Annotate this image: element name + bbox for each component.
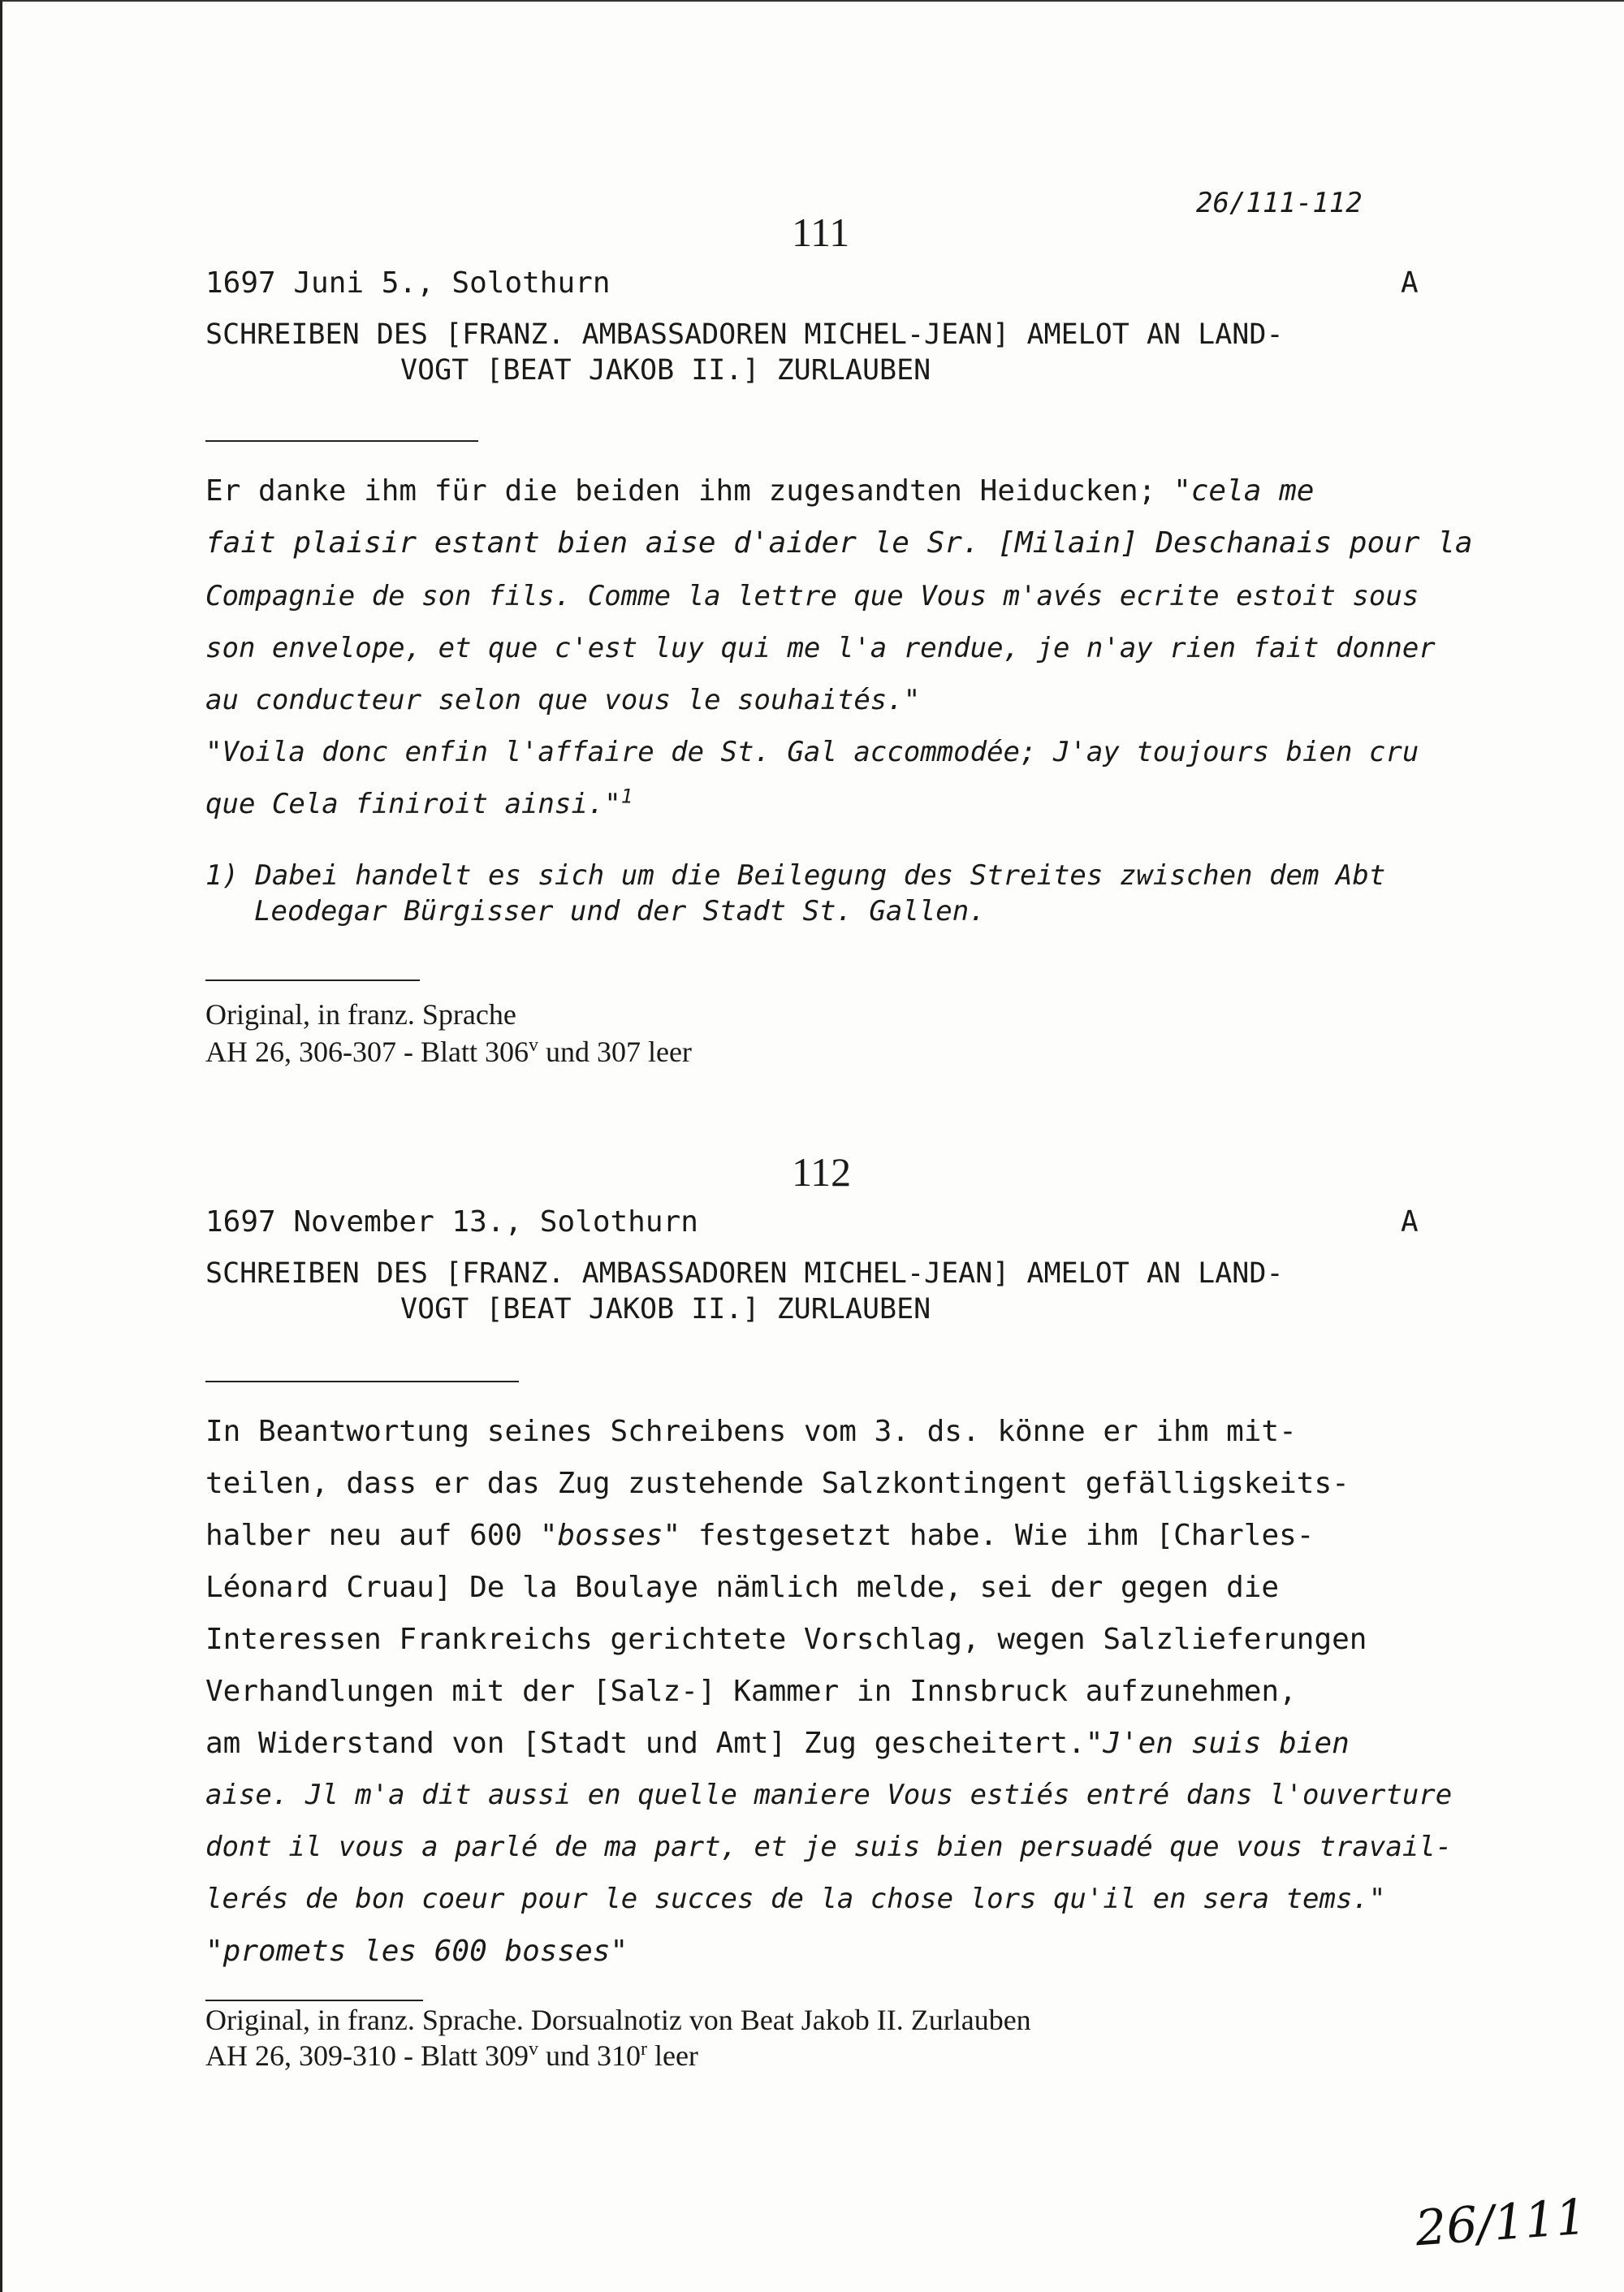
doc112-body-line: Léonard Cruau] De la Boulaye nämlich melde, sei der gegen die [205,1571,1280,1604]
doc111-archive-mark: A [1401,266,1419,300]
page-reference: 26/111-112 [1196,187,1363,219]
doc111-body-line: au conducteur selon que vous le souhaités." [205,684,921,716]
doc112-body-line: teilen, dass er das Zug zustehende Salzkontingent gefälligskeits- [205,1467,1350,1500]
doc112-title-rule [205,1381,519,1382]
doc112-body-line: am Widerstand von [Stadt und Amt] Zug gescheitert."J'en suis bien [205,1727,1350,1760]
doc112-body-line: Interessen Frankreichs gerichtete Vorschlag, wegen Salzlieferungen [205,1623,1367,1656]
doc111-title-rule [205,440,478,442]
doc111-source-rule [205,980,420,981]
doc112-body-line: halber neu auf 600 "bosses" festgesetzt habe. Wie ihm [Charles- [205,1519,1315,1552]
doc112-handwritten-note: "promets les 600 bosses" [205,1935,628,1968]
doc111-body-line: "Voila donc enfin l'affaire de St. Gal accommodée; J'ay toujours bien cru [205,736,1419,768]
doc111-date-place: 1697 Juni 5., Solothurn [205,266,611,300]
doc112-body-line: lerés de bon coeur pour le succes de la chose lors qu'il en sera tems." [205,1883,1386,1915]
doc111-source-line1: Original, in franz. Sprache [205,998,516,1031]
doc112-body-line: In Beantwortung seines Schreibens vom 3. ds. könne er ihm mit- [205,1415,1297,1448]
doc112-archive-mark: A [1401,1205,1419,1239]
doc111-title-line1: SCHREIBEN DES [FRANZ. AMBASSADOREN MICHEL-JEAN] AMELOT AN LAND- [205,318,1284,351]
doc111-body-line: Compagnie de son fils. Comme la lettre que Vous m'avés ecrite estoit sous [205,580,1419,612]
doc112-source-line2: AH 26, 309-310 - Blatt 309$^v$ und 310$^r$ leer [205,2039,698,2072]
doc112-body-line: Verhandlungen mit der [Salz-] Kammer in Innsbruck aufzunehmen, [205,1675,1297,1708]
handwritten-page-reference: 26/111 [1413,2188,1589,2258]
doc112-title-line2: VOGT [BEAT JAKOB II.] ZURLAUBEN [400,1293,931,1325]
document-number-112: 112 [792,1149,852,1195]
doc112-source-rule [205,2000,423,2001]
doc111-title-line2: VOGT [BEAT JAKOB II.] ZURLAUBEN [400,354,931,387]
document-number-111: 111 [792,210,850,255]
doc111-footnote-line1: 1) Dabei handelt es sich um die Beilegung des Streites zwischen dem Abt [205,859,1386,892]
doc111-body-line: fait plaisir estant bien aise d'aider le Sr. [Milain] Deschanais pour la [205,526,1473,560]
doc111-body-line: Er danke ihm für die beiden ihm zugesandten Heiducken; "cela me [205,474,1315,508]
doc112-date-place: 1697 November 13., Solothurn [205,1205,698,1239]
footnote-marker: 1 [620,785,633,808]
doc112-source-line1: Original, in franz. Sprache. Dorsualnotiz von Beat Jakob II. Zurlauben [205,2004,1031,2036]
doc112-body-line: aise. Jl m'a dit aussi en quelle maniere Vous estiés entré dans l'ouverture [205,1779,1453,1811]
doc111-source-line2: AH 26, 306-307 - Blatt 306$^v$ und 307 leer [205,1035,692,1068]
doc111-body-line: que Cela finiroit ainsi."$^1$ [205,785,633,820]
doc112-title-line1: SCHREIBEN DES [FRANZ. AMBASSADOREN MICHEL-JEAN] AMELOT AN LAND- [205,1257,1284,1290]
doc111-footnote-line2: Leodegar Bürgisser und der Stadt St. Gallen. [254,895,986,928]
doc111-body-line: son envelope, et que c'est luy qui me l'a rendue, je n'ay rien fait donner [205,632,1436,664]
doc112-body-line: dont il vous a parlé de ma part, et je suis bien persuadé que vous travail- [205,1831,1453,1863]
